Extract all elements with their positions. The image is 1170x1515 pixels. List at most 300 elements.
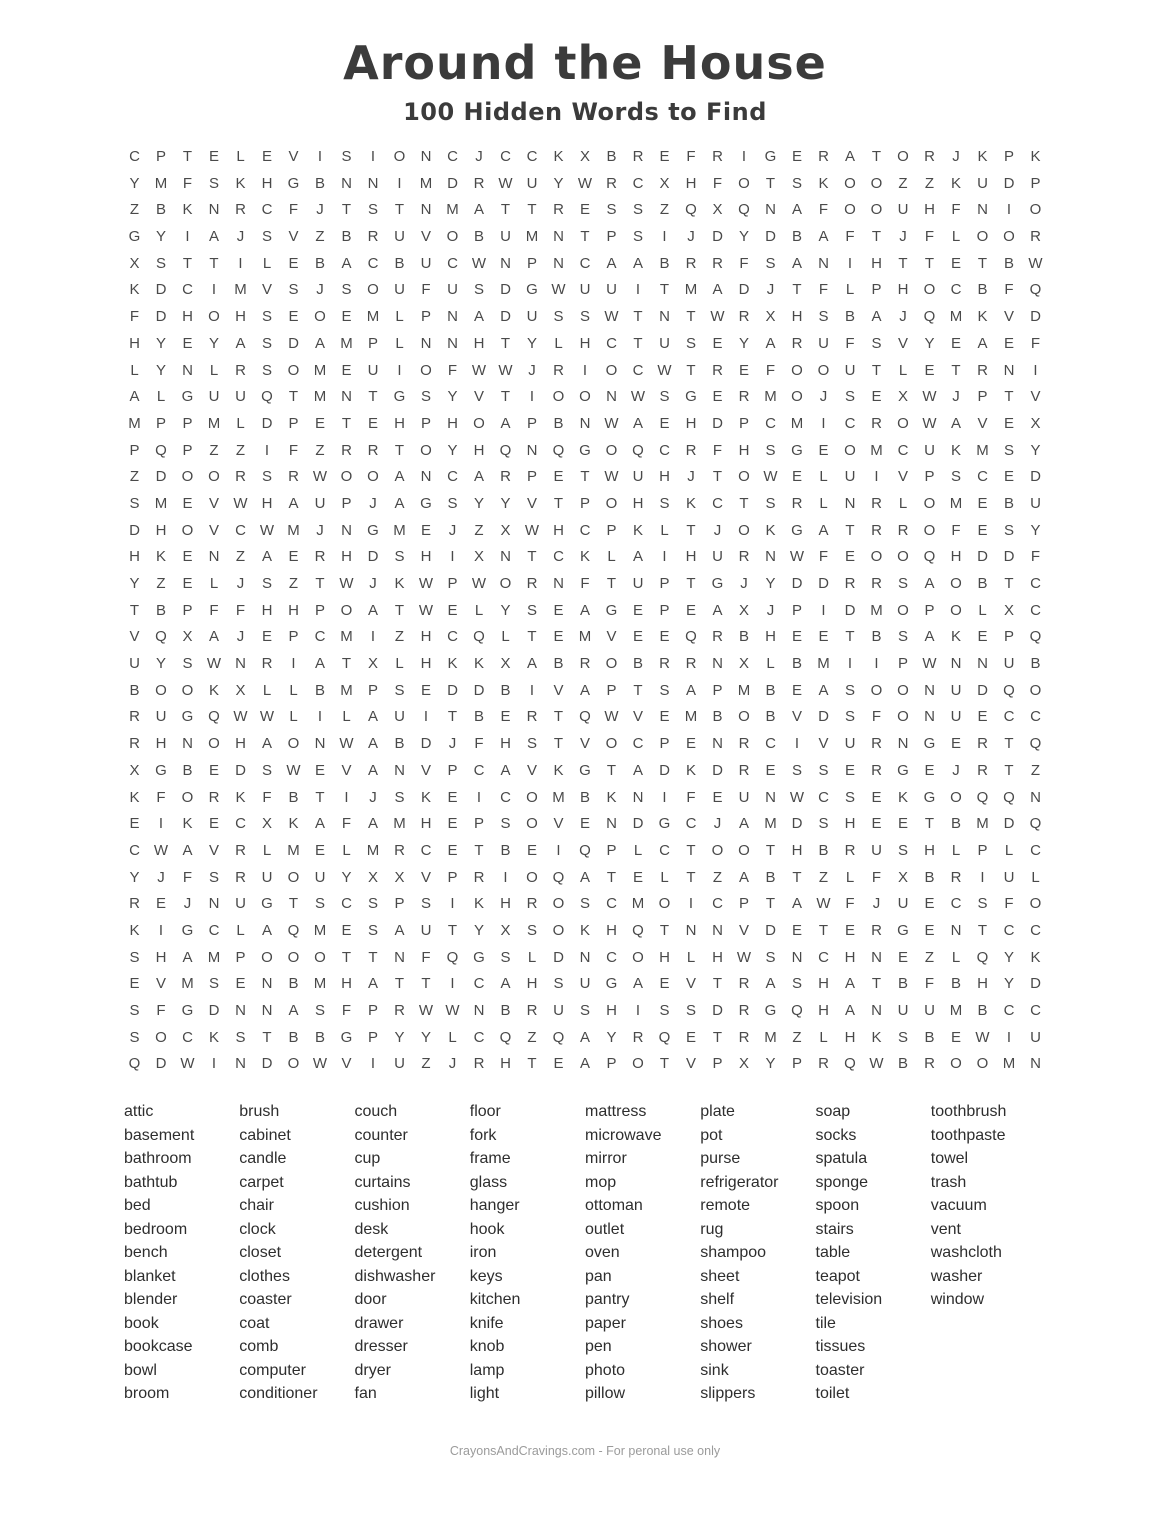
grid-letter: T bbox=[288, 388, 299, 406]
grid-letter: W bbox=[180, 1055, 195, 1073]
grid-letter: E bbox=[950, 1028, 961, 1046]
grid-letter: B bbox=[553, 655, 564, 673]
word-list-item: pot bbox=[700, 1126, 723, 1144]
grid-letter: D bbox=[447, 174, 458, 192]
grid-letter: X bbox=[473, 548, 484, 566]
grid-letter: N bbox=[208, 548, 220, 566]
grid-letter: E bbox=[553, 468, 564, 486]
grid-letter: N bbox=[685, 921, 697, 939]
grid-letter: N bbox=[712, 655, 723, 673]
word-list-item: teapot bbox=[815, 1267, 860, 1285]
word-list-item: knob bbox=[469, 1338, 505, 1356]
grid-letter: M bbox=[340, 334, 353, 352]
grid-letter: K bbox=[950, 174, 961, 192]
grid-letter: H bbox=[685, 548, 697, 566]
grid-letter: D bbox=[261, 1055, 273, 1073]
grid-letter: D bbox=[500, 308, 511, 326]
grid-letter: D bbox=[1003, 548, 1015, 566]
word-list-item: window bbox=[930, 1291, 985, 1309]
grid-letter: H bbox=[235, 735, 246, 753]
grid-letter: E bbox=[712, 334, 723, 352]
grid-letter: A bbox=[791, 201, 802, 219]
grid-letter: P bbox=[606, 228, 617, 246]
word-list-item: broom bbox=[124, 1385, 170, 1403]
grid-letter: D bbox=[712, 228, 723, 246]
grid-letter: K bbox=[182, 815, 193, 833]
grid-letter: R bbox=[685, 254, 697, 272]
grid-letter: L bbox=[289, 708, 298, 726]
word-list-item: pillow bbox=[585, 1385, 626, 1403]
grid-letter: T bbox=[686, 868, 696, 886]
grid-letter: H bbox=[182, 308, 193, 326]
grid-letter: L bbox=[554, 334, 563, 352]
grid-letter: C bbox=[1003, 708, 1015, 726]
grid-letter: L bbox=[951, 228, 961, 246]
grid-letter: D bbox=[712, 414, 723, 432]
grid-letter: D bbox=[738, 281, 750, 299]
grid-letter: I bbox=[635, 281, 641, 299]
grid-letter: D bbox=[1003, 815, 1015, 833]
grid-letter: G bbox=[685, 388, 697, 406]
grid-letter: U bbox=[632, 575, 644, 592]
grid-letter: Y bbox=[553, 174, 564, 192]
grid-letter: K bbox=[208, 1028, 219, 1046]
grid-letter: N bbox=[208, 895, 220, 913]
word-list-item: cup bbox=[354, 1150, 381, 1168]
grid-letter: G bbox=[711, 575, 724, 592]
grid-letter: U bbox=[314, 868, 326, 886]
grid-letter: I bbox=[450, 548, 455, 566]
grid-letter: F bbox=[818, 201, 829, 219]
grid-letter: T bbox=[394, 601, 405, 619]
word-list-item: rug bbox=[700, 1220, 724, 1238]
grid-letter: P bbox=[738, 414, 749, 432]
grid-letter: N bbox=[871, 1002, 882, 1019]
grid-letter: J bbox=[952, 148, 960, 165]
grid-letter: O bbox=[552, 388, 565, 406]
word-list-item: paper bbox=[585, 1314, 626, 1332]
grid-letter: O bbox=[1029, 895, 1042, 913]
grid-letter: S bbox=[394, 788, 405, 806]
grid-letter: L bbox=[607, 548, 616, 566]
grid-letter: B bbox=[1003, 254, 1014, 272]
grid-letter: W bbox=[339, 575, 354, 592]
grid-letter: I bbox=[211, 281, 217, 299]
grid-letter: E bbox=[659, 148, 670, 165]
grid-letter: T bbox=[500, 201, 511, 219]
grid-letter: T bbox=[686, 521, 696, 539]
grid-letter: E bbox=[818, 441, 829, 459]
grid-letter: S bbox=[844, 681, 855, 699]
grid-letter: O bbox=[923, 521, 936, 539]
grid-letter: Q bbox=[632, 921, 644, 939]
grid-letter: S bbox=[897, 575, 908, 592]
grid-letter: C bbox=[235, 521, 246, 539]
grid-letter: J bbox=[448, 1055, 457, 1073]
grid-letter: V bbox=[420, 868, 431, 886]
grid-letter: T bbox=[527, 201, 537, 219]
grid-letter: O bbox=[844, 201, 856, 219]
grid-letter: E bbox=[712, 388, 723, 406]
word-list-item: cushion bbox=[354, 1197, 410, 1215]
grid-letter: N bbox=[950, 655, 962, 673]
grid-letter: E bbox=[977, 628, 988, 646]
grid-letter: L bbox=[845, 868, 855, 886]
grid-letter: C bbox=[553, 548, 564, 566]
grid-letter: S bbox=[526, 921, 537, 939]
grid-letter: O bbox=[950, 1055, 962, 1073]
word-list-item: drawer bbox=[354, 1314, 404, 1332]
grid-letter: X bbox=[261, 815, 272, 833]
grid-letter: N bbox=[261, 975, 273, 993]
grid-letter: C bbox=[950, 281, 962, 299]
grid-letter: Q bbox=[685, 628, 697, 646]
grid-letter: D bbox=[765, 921, 776, 939]
grid-letter: S bbox=[261, 334, 272, 352]
grid-letter: D bbox=[712, 761, 723, 779]
word-list-item: photo bbox=[585, 1361, 626, 1379]
grid-letter: W bbox=[259, 521, 275, 539]
grid-letter: T bbox=[1004, 735, 1014, 753]
grid-letter: E bbox=[765, 761, 776, 779]
grid-letter: W bbox=[604, 414, 619, 432]
grid-letter: X bbox=[897, 388, 908, 406]
grid-letter: N bbox=[235, 655, 246, 673]
grid-letter: O bbox=[870, 681, 883, 699]
grid-letter: S bbox=[314, 895, 325, 913]
grid-letter: P bbox=[447, 761, 458, 779]
grid-letter: S bbox=[765, 494, 776, 512]
grid-letter: J bbox=[740, 575, 748, 592]
grid-letter: Y bbox=[738, 228, 749, 246]
grid-letter: K bbox=[288, 815, 299, 833]
grid-letter: J bbox=[236, 228, 245, 246]
grid-letter: R bbox=[871, 414, 882, 432]
grid-letter: R bbox=[871, 735, 882, 753]
grid-letter: M bbox=[684, 281, 698, 299]
grid-letter: B bbox=[500, 681, 511, 699]
grid-letter: O bbox=[340, 601, 353, 619]
grid-letter: B bbox=[473, 708, 484, 726]
grid-letter: H bbox=[420, 815, 432, 833]
grid-letter: I bbox=[980, 868, 985, 886]
word-list-item: candle bbox=[239, 1150, 287, 1168]
grid-letter: E bbox=[632, 628, 643, 646]
grid-letter: R bbox=[738, 1002, 750, 1019]
grid-letter: J bbox=[236, 628, 245, 646]
grid-letter: Z bbox=[898, 174, 908, 192]
grid-letter: M bbox=[287, 521, 300, 539]
grid-letter: N bbox=[579, 948, 591, 966]
grid-letter: Z bbox=[792, 1028, 802, 1046]
grid-letter: T bbox=[686, 575, 696, 592]
grid-letter: A bbox=[261, 548, 272, 566]
word-list-item: towel bbox=[930, 1150, 969, 1168]
grid-letter: A bbox=[288, 494, 299, 512]
grid-letter: D bbox=[288, 334, 299, 352]
grid-letter: X bbox=[1003, 601, 1014, 619]
grid-letter: Q bbox=[923, 308, 936, 326]
grid-letter: P bbox=[712, 1055, 723, 1073]
grid-letter: O bbox=[181, 521, 194, 539]
grid-letter: R bbox=[579, 655, 591, 673]
grid-letter: O bbox=[314, 308, 326, 326]
grid-letter: H bbox=[871, 254, 882, 272]
grid-letter: R bbox=[871, 575, 882, 592]
grid-letter: Z bbox=[421, 1055, 431, 1073]
grid-letter: G bbox=[181, 1002, 194, 1019]
grid-letter: T bbox=[924, 254, 935, 272]
grid-letter: N bbox=[791, 948, 803, 966]
grid-letter: T bbox=[765, 174, 776, 192]
grid-letter: B bbox=[791, 228, 802, 246]
word-list-item: plate bbox=[700, 1103, 735, 1121]
grid-letter: I bbox=[370, 628, 376, 646]
word-list bbox=[124, 1100, 1046, 1406]
grid-letter: T bbox=[447, 708, 458, 726]
grid-letter: P bbox=[791, 1055, 802, 1073]
grid-letter: Y bbox=[208, 334, 219, 352]
grid-letter: P bbox=[526, 414, 537, 432]
grid-letter: V bbox=[129, 628, 140, 646]
grid-letter: M bbox=[340, 681, 353, 699]
grid-letter: R bbox=[924, 148, 935, 165]
grid-letter: H bbox=[500, 1055, 511, 1073]
grid-letter: Q bbox=[155, 441, 167, 459]
grid-letter: A bbox=[526, 655, 537, 673]
grid-letter: G bbox=[420, 494, 432, 512]
grid-letter: R bbox=[738, 761, 750, 779]
grid-letter: A bbox=[182, 841, 193, 859]
grid-letter: A bbox=[632, 414, 643, 432]
grid-letter: A bbox=[738, 868, 749, 886]
grid-letter: B bbox=[897, 975, 908, 993]
grid-letter: T bbox=[262, 1028, 272, 1046]
grid-letter: N bbox=[924, 681, 935, 699]
word-list-item: hanger bbox=[469, 1197, 520, 1215]
grid-letter: I bbox=[874, 655, 879, 673]
grid-letter: N bbox=[500, 254, 511, 272]
grid-letter: A bbox=[818, 681, 829, 699]
grid-letter: X bbox=[712, 201, 723, 219]
grid-letter: P bbox=[659, 575, 670, 592]
grid-letter: V bbox=[420, 761, 431, 779]
grid-letter: R bbox=[1030, 228, 1041, 246]
word-list-item: book bbox=[124, 1314, 159, 1332]
grid-letter: K bbox=[950, 441, 961, 459]
grid-letter: T bbox=[659, 1055, 670, 1073]
grid-letter: Q bbox=[976, 788, 989, 806]
grid-letter: T bbox=[606, 868, 617, 886]
grid-letter: P bbox=[182, 601, 193, 619]
grid-letter: E bbox=[791, 148, 802, 165]
grid-letter: E bbox=[235, 975, 246, 993]
grid-letter: T bbox=[580, 228, 590, 246]
grid-letter: T bbox=[712, 975, 723, 993]
grid-letter: M bbox=[790, 414, 804, 432]
grid-letter: X bbox=[1030, 414, 1041, 432]
word-list-item: knife bbox=[469, 1314, 504, 1332]
word-list-item: fork bbox=[469, 1126, 497, 1144]
grid-letter: P bbox=[924, 468, 935, 486]
grid-letter: W bbox=[286, 761, 301, 779]
grid-letter: R bbox=[871, 494, 882, 512]
grid-letter: Z bbox=[315, 228, 325, 246]
grid-letter: V bbox=[1030, 388, 1041, 406]
grid-letter: Y bbox=[473, 921, 484, 939]
grid-letter: A bbox=[314, 815, 325, 833]
grid-letter: C bbox=[500, 788, 511, 806]
grid-letter: Q bbox=[446, 948, 459, 966]
grid-letter: O bbox=[658, 895, 671, 913]
grid-letter: H bbox=[341, 975, 352, 993]
grid-letter: X bbox=[765, 308, 776, 326]
grid-letter: G bbox=[287, 174, 300, 192]
grid-letter: X bbox=[897, 868, 908, 886]
grid-letter: O bbox=[367, 468, 379, 486]
grid-letter: A bbox=[314, 334, 325, 352]
grid-letter: R bbox=[712, 628, 723, 646]
grid-letter: P bbox=[977, 841, 988, 859]
grid-letter: X bbox=[500, 655, 511, 673]
grid-letter: O bbox=[155, 681, 167, 699]
grid-letter: D bbox=[447, 681, 458, 699]
grid-letter: E bbox=[420, 681, 431, 699]
footer-credit: CrayonsAndCravings.com - For peronal use only bbox=[449, 1443, 721, 1458]
grid-letter: I bbox=[370, 1055, 376, 1073]
grid-letter: M bbox=[764, 815, 777, 833]
grid-letter: Y bbox=[500, 601, 511, 619]
grid-letter: L bbox=[395, 655, 404, 673]
grid-letter: T bbox=[527, 1055, 537, 1073]
grid-letter: R bbox=[738, 735, 750, 753]
grid-letter: Z bbox=[209, 441, 219, 459]
grid-letter: T bbox=[394, 441, 405, 459]
grid-letter: L bbox=[342, 708, 351, 726]
grid-letter: S bbox=[208, 975, 219, 993]
grid-letter: H bbox=[288, 601, 299, 619]
grid-letter: F bbox=[156, 1002, 166, 1019]
grid-letter: O bbox=[287, 361, 300, 379]
grid-letter: Y bbox=[447, 388, 458, 406]
grid-letter: H bbox=[844, 1028, 856, 1046]
word-list-item: mattress bbox=[585, 1103, 647, 1121]
grid-letter: E bbox=[182, 575, 193, 592]
grid-letter: L bbox=[236, 414, 245, 432]
grid-letter: U bbox=[950, 681, 962, 699]
grid-letter: K bbox=[606, 788, 617, 806]
grid-letter: V bbox=[288, 148, 299, 165]
grid-letter: E bbox=[155, 895, 166, 913]
grid-letter: O bbox=[897, 548, 909, 566]
grid-letter: U bbox=[394, 1055, 405, 1073]
grid-letter: G bbox=[181, 388, 194, 406]
grid-letter: A bbox=[500, 761, 511, 779]
grid-letter: C bbox=[526, 148, 538, 165]
word-list-item: fan bbox=[354, 1385, 377, 1403]
grid-letter: C bbox=[500, 148, 511, 165]
grid-letter: B bbox=[818, 841, 829, 859]
grid-letter: L bbox=[898, 361, 908, 379]
grid-letter: A bbox=[712, 601, 723, 619]
grid-letter: X bbox=[500, 521, 511, 539]
grid-letter: A bbox=[765, 975, 776, 993]
grid-letter: E bbox=[447, 788, 458, 806]
grid-letter: N bbox=[659, 308, 670, 326]
grid-letter: G bbox=[923, 788, 936, 806]
grid-letter: G bbox=[605, 975, 618, 993]
grid-letter: M bbox=[234, 281, 247, 299]
grid-letter: T bbox=[951, 361, 961, 379]
grid-letter: I bbox=[423, 708, 429, 726]
grid-letter: F bbox=[765, 361, 776, 379]
grid-letter: P bbox=[712, 681, 723, 699]
grid-letter: Z bbox=[527, 1028, 537, 1046]
grid-letter: Y bbox=[155, 361, 166, 379]
grid-letter: B bbox=[871, 628, 882, 646]
grid-letter: A bbox=[261, 735, 272, 753]
grid-letter: F bbox=[1030, 334, 1041, 352]
grid-letter: Q bbox=[844, 1055, 856, 1073]
grid-letter: M bbox=[207, 414, 221, 432]
grid-letter: O bbox=[870, 201, 883, 219]
grid-letter: R bbox=[871, 921, 882, 939]
grid-letter: X bbox=[738, 601, 749, 619]
grid-letter: S bbox=[155, 254, 166, 272]
grid-letter: S bbox=[261, 761, 272, 779]
grid-letter: C bbox=[1003, 921, 1015, 939]
grid-letter: G bbox=[473, 948, 485, 966]
grid-letter: J bbox=[475, 148, 483, 165]
word-list-item: shoes bbox=[700, 1314, 743, 1332]
grid-letter: U bbox=[738, 788, 750, 806]
grid-letter: S bbox=[606, 201, 617, 219]
grid-letter: Q bbox=[579, 708, 591, 726]
grid-letter: N bbox=[420, 334, 432, 352]
grid-letter: O bbox=[976, 228, 989, 246]
grid-letter: S bbox=[1003, 441, 1014, 459]
grid-letter: L bbox=[527, 948, 537, 966]
grid-letter: E bbox=[791, 468, 802, 486]
grid-letter: N bbox=[897, 735, 909, 753]
grid-letter: O bbox=[526, 788, 538, 806]
grid-letter: C bbox=[473, 1028, 485, 1046]
grid-letter: T bbox=[871, 361, 882, 379]
grid-letter: S bbox=[818, 815, 829, 833]
grid-letter: T bbox=[818, 921, 829, 939]
grid-letter: M bbox=[419, 174, 433, 192]
grid-letter: Y bbox=[155, 228, 166, 246]
grid-letter: Y bbox=[500, 494, 511, 512]
grid-letter: F bbox=[447, 361, 458, 379]
grid-letter: S bbox=[208, 868, 219, 886]
grid-letter: P bbox=[367, 681, 378, 699]
grid-letter: C bbox=[765, 414, 776, 432]
grid-letter: O bbox=[261, 948, 273, 966]
grid-letter: Y bbox=[1030, 521, 1041, 539]
grid-letter: F bbox=[182, 174, 193, 192]
grid-letter: H bbox=[235, 308, 246, 326]
grid-letter: M bbox=[446, 201, 459, 219]
grid-letter: L bbox=[130, 361, 139, 379]
grid-letter: A bbox=[394, 494, 405, 512]
grid-letter: S bbox=[129, 494, 140, 512]
grid-letter: Y bbox=[341, 868, 352, 886]
grid-letter: O bbox=[844, 441, 856, 459]
grid-letter: H bbox=[977, 975, 988, 993]
word-list-item: dishwasher bbox=[354, 1267, 436, 1285]
grid-letter: Q bbox=[208, 708, 220, 726]
